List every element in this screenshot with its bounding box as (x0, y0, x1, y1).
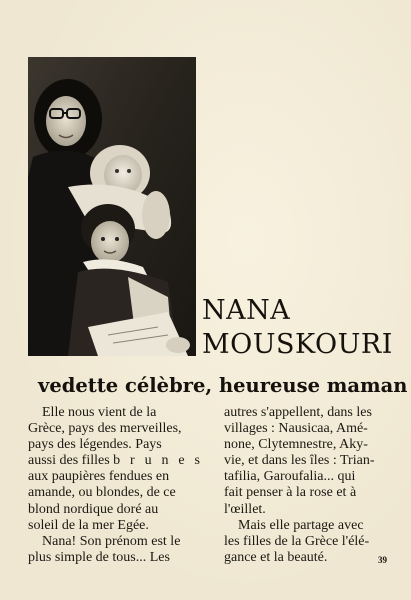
left-line: Grèce, pays des merveilles, (28, 421, 182, 437)
photo-illustration (28, 57, 196, 356)
left-line: pays des légendes. Pays (28, 437, 162, 453)
left-line-spaced (28, 453, 204, 469)
right-line: villages : Nausicaa, Amé- (224, 421, 368, 437)
left-line: soleil de la mer Egée. (28, 517, 149, 533)
left-column (28, 405, 204, 566)
right-column (224, 405, 394, 566)
right-line: vie, et dans les îles : Trian- (224, 453, 375, 469)
left-line: Nana! Son prénom est le (42, 533, 181, 549)
left-line: amande, ou blondes, de ce (28, 485, 176, 501)
left-line: blond nordique doré au (28, 501, 159, 517)
right-line: tafilia, Garoufalia... qui (224, 469, 356, 485)
right-line: none, Clytemnestre, Aky- (224, 437, 368, 453)
left-line: Elle nous vient de la (42, 405, 157, 420)
spaced-word: b r u n e s (113, 453, 204, 469)
name-line-2: MOUSKOURI (202, 329, 393, 360)
right-line: gance et la beauté. (224, 549, 328, 565)
right-line: fait penser à la rose et à (224, 485, 357, 501)
right-line: les filles de la Grèce l'élé- (224, 533, 370, 549)
name-line-1: NANA (202, 295, 291, 326)
right-line: l'œillet. (224, 501, 266, 517)
left-line: aussi des filles (28, 453, 110, 469)
left-line: plus simple de tous... Les (28, 549, 170, 565)
right-line: Mais elle partage avec (238, 517, 364, 533)
page-number: 39 (378, 555, 387, 565)
right-line: autres s'appellent, dans les (224, 405, 372, 420)
left-line: aux paupières fendues en (28, 469, 170, 485)
article-subtitle: vedette célèbre, heureuse maman (38, 374, 408, 397)
family-photo (28, 57, 196, 356)
